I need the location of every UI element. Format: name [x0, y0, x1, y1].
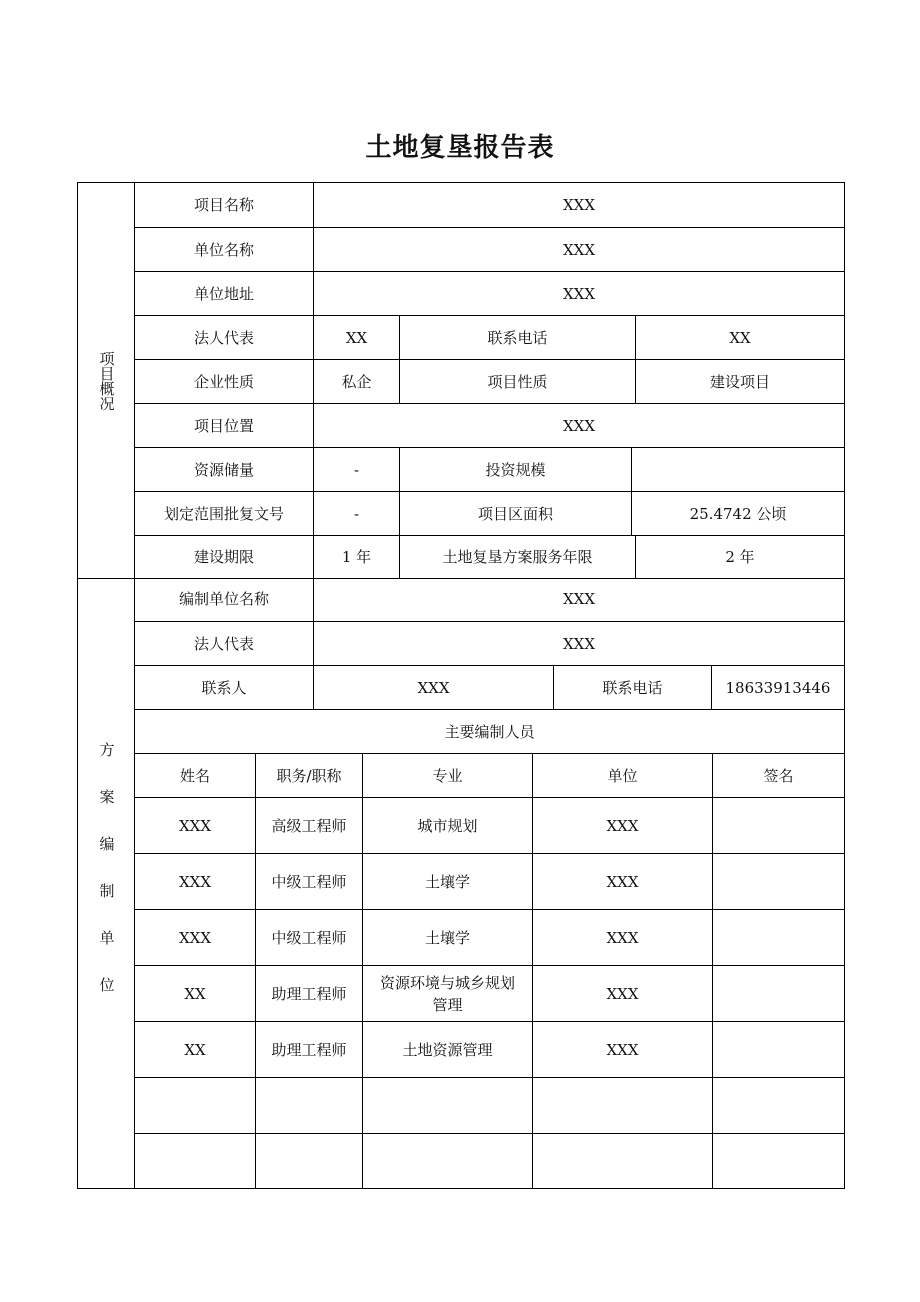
project-name-value: XXX [313, 183, 844, 227]
staff-unit [532, 1134, 712, 1188]
area-value: 25.4742 公顷 [631, 492, 844, 535]
staff-unit: XXX [532, 966, 712, 1021]
staff-title: 中级工程师 [255, 910, 362, 965]
enterprise-type-value: 私企 [313, 360, 399, 403]
contact-label: 联系人 [201, 678, 247, 697]
row-legal-rep [135, 315, 844, 359]
row-reserves [135, 447, 844, 491]
reserves-value: - [313, 448, 399, 491]
staff-title: 高级工程师 [255, 798, 362, 853]
service-years-value: 2 年 [635, 536, 844, 578]
staff-signature [712, 1078, 844, 1133]
compiler-legal-rep-value: XXX [313, 622, 844, 665]
staff-title: 中级工程师 [255, 854, 362, 909]
row-compiler-contact [135, 665, 844, 709]
row-unit-name [135, 227, 844, 271]
column-header: 签名 [712, 754, 844, 797]
phone-label: 联系电话 [399, 316, 635, 359]
unit-name-value: XXX [313, 228, 844, 271]
investment-value [631, 448, 844, 491]
staff-major: 土地资源管理 [362, 1022, 532, 1077]
staff-signature [712, 1134, 844, 1188]
compiler-grid [135, 577, 844, 1188]
table-row [135, 965, 844, 1021]
table-row [135, 1077, 844, 1133]
location-label: 项目位置 [193, 416, 254, 435]
row-approval-no [135, 491, 844, 535]
approval-no-label: 划定范围批复文号 [163, 504, 284, 523]
reserves-label: 资源储量 [193, 460, 254, 479]
staff-title [255, 1134, 362, 1188]
compiler-unit-label: 编制单位名称 [178, 590, 269, 608]
row-compiler-legal-rep [135, 621, 844, 665]
enterprise-type-label: 企业性质 [193, 372, 254, 391]
staff-unit: XXX [532, 1022, 712, 1077]
investment-label: 投资规模 [399, 448, 631, 491]
overview-grid [135, 183, 844, 578]
compiler-side-label [78, 577, 135, 1188]
column-header: 职务/职称 [255, 754, 362, 797]
location-value: XXX [313, 404, 844, 447]
table-row [135, 797, 844, 853]
row-construction-period [135, 535, 844, 578]
staff-unit: XXX [532, 910, 712, 965]
staff-major: 土壤学 [362, 854, 532, 909]
overview-side-label [78, 183, 135, 578]
staff-name: XX [184, 1040, 206, 1059]
staff-unit: XXX [532, 798, 712, 853]
staff-name [135, 1078, 255, 1133]
staff-signature [712, 798, 844, 853]
staff-major [362, 1078, 532, 1133]
legal-rep-label: 法人代表 [193, 328, 254, 347]
table-row [135, 909, 844, 965]
project-type-value: 建设项目 [635, 360, 844, 403]
table-row [135, 1021, 844, 1077]
project-name-label: 项目名称 [193, 196, 254, 214]
staff-title [255, 1078, 362, 1133]
staff-signature [712, 1022, 844, 1077]
column-header: 单位 [532, 754, 712, 797]
compiler-section [77, 577, 845, 1189]
compiler-phone-label: 联系电话 [553, 666, 711, 709]
row-location [135, 403, 844, 447]
staff-signature [712, 854, 844, 909]
staff-name: XXX [178, 816, 212, 835]
staff-name: XX [184, 984, 206, 1003]
column-header: 专业 [362, 754, 532, 797]
unit-address-label: 单位地址 [193, 284, 254, 303]
row-staff-heading [135, 709, 844, 753]
construction-period-label: 建设期限 [193, 548, 254, 566]
staff-major: 城市规划 [362, 798, 532, 853]
area-label: 项目区面积 [399, 492, 631, 535]
compiler-unit-value: XXX [313, 577, 844, 621]
staff-heading: 主要编制人员 [444, 722, 535, 741]
staff-table-header [135, 753, 844, 797]
unit-address-value: XXX [313, 272, 844, 315]
table-row [135, 1133, 844, 1188]
staff-name: XXX [178, 928, 212, 947]
staff-major [362, 1134, 532, 1188]
staff-signature [712, 910, 844, 965]
compiler-legal-rep-label: 法人代表 [193, 634, 254, 653]
contact-value: XXX [313, 666, 553, 709]
staff-title: 助理工程师 [255, 1022, 362, 1077]
service-years-label: 土地复垦方案服务年限 [399, 536, 635, 578]
construction-period-value: 1 年 [313, 536, 399, 578]
column-header: 姓名 [179, 766, 210, 785]
project-overview-section [77, 182, 845, 579]
staff-signature [712, 966, 844, 1021]
approval-no-value: - [313, 492, 399, 535]
project-type-label: 项目性质 [399, 360, 635, 403]
overview-side-text: 项目概况 [97, 350, 116, 411]
staff-major: 土壤学 [362, 910, 532, 965]
compiler-side-text: 方案编制单位 [97, 741, 116, 1024]
staff-unit: XXX [532, 854, 712, 909]
row-compiler-unit [135, 577, 844, 621]
row-enterprise-type [135, 359, 844, 403]
phone-value: XX [635, 316, 844, 359]
row-unit-address [135, 271, 844, 315]
staff-title: 助理工程师 [255, 966, 362, 1021]
legal-rep-value: XX [313, 316, 399, 359]
staff-unit [532, 1078, 712, 1133]
unit-name-label: 单位名称 [193, 240, 254, 259]
table-row [135, 853, 844, 909]
staff-major: 资源环境与城乡规划管理 [362, 966, 532, 1021]
row-project-name [135, 183, 844, 227]
compiler-phone-value: 18633913446 [711, 666, 844, 709]
staff-name [135, 1134, 255, 1188]
document-title: 土地复垦报告表 [365, 133, 555, 163]
staff-name: XXX [178, 872, 212, 891]
